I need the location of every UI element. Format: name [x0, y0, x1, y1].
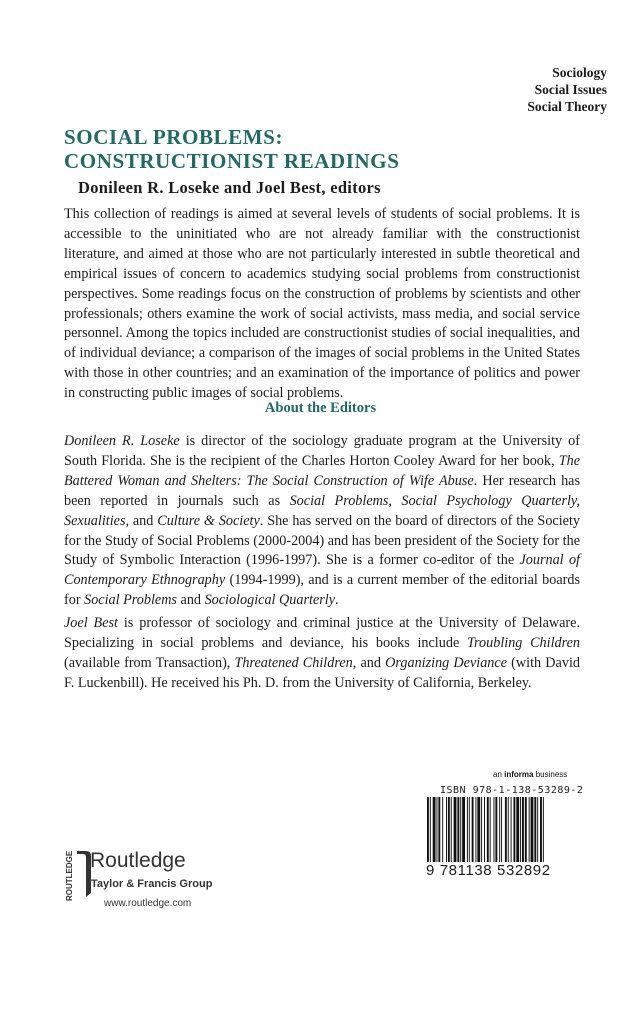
bio-name: Donileen R. Loseke — [64, 433, 180, 449]
journal-ref: Sociological Quarterly — [204, 592, 335, 609]
title-line-1: SOCIAL PROBLEMS: — [64, 125, 284, 149]
subject-categories — [527, 64, 607, 115]
barcode-bar — [511, 797, 512, 867]
publisher-url: www.routledge.com — [104, 898, 192, 909]
barcode-bar — [454, 797, 457, 867]
barcode-bar — [467, 797, 468, 867]
barcode-bar — [484, 797, 485, 867]
barcode-bar — [446, 797, 447, 867]
best-bio — [64, 614, 580, 694]
barcode-bar — [499, 797, 500, 867]
informa-brand: informa — [504, 770, 534, 779]
barcode-bar — [531, 797, 534, 867]
barcode-bar — [481, 797, 482, 867]
barcode-bar — [469, 797, 470, 867]
barcode-bar — [460, 797, 461, 867]
barcode-bar — [534, 797, 536, 867]
barcode-bar — [508, 797, 509, 867]
book-title-ref: The Battered Woman and Shelters: The Social Construction of Wife Abuse — [64, 452, 580, 489]
barcode-bar — [505, 797, 507, 867]
barcode-bar — [438, 797, 440, 867]
title-line-2: CONSTRUCTIONIST READINGS — [64, 149, 400, 173]
barcode-bar — [495, 797, 497, 867]
informa-suffix: business — [533, 770, 568, 779]
logo-book-shape — [77, 851, 91, 897]
barcode-bar — [520, 797, 521, 867]
barcode-bar — [494, 797, 495, 867]
bio-text: , and — [352, 654, 386, 671]
barcode-digits: 9 781138 532892 — [426, 862, 579, 879]
barcode-bar — [516, 797, 519, 867]
about-editors-heading: About the Editors — [264, 400, 377, 416]
journal-ref: Social Problems, Social Psychology Quarterly, Sexualities, — [64, 492, 580, 529]
informa-prefix: an — [493, 770, 505, 779]
barcode-bar — [448, 797, 450, 867]
bio-text: . Her research has been reported in journals such as — [64, 472, 580, 509]
journal-ref: Journal of Contemporary Ethnography — [64, 552, 580, 589]
barcode-bar — [537, 797, 538, 867]
barcode-bar — [490, 797, 491, 867]
journal-ref: Social Problems — [84, 592, 177, 609]
loseke-bio — [64, 432, 580, 611]
barcode-bar — [462, 797, 465, 867]
bio-text: . She has served on the board of directors of the Society for the Study of Social Problems (2000-2004) and has been president of the Society for the Study of Symbolic Interaction (1996-1997). She is a former co-editor of the — [64, 512, 580, 569]
bio-text: is professor of sociology and criminal justice at the University of Delaware. Specializing in social problems and deviance, his books include — [64, 615, 581, 651]
logo-vertical-text: ROUTLEDGE — [65, 850, 74, 901]
barcode-bar — [430, 797, 431, 867]
barcode-bar — [457, 797, 459, 867]
category-social-theory: Social Theory — [527, 99, 607, 114]
barcode-bar — [442, 797, 443, 867]
barcode-bar — [477, 797, 480, 867]
journal-ref: Culture & Society — [157, 512, 260, 529]
barcode-bar — [529, 797, 530, 867]
book-description: This collection of readings is aimed at several levels of students of social problems. It is accessible to the uninitiated who are not already familiar with the constructionist literature, and aimed at those who are not particularly interested in subtle theoretical and empirical issues of concern to academics studying social problems from constructionist perspectives. Some readings focus on the construction of problems by scientists and other professionals; others examine the work of social activists, mass media, and social service personnel. Among the topics included are constructionist studies of social inequalities, and of individual deviance; a comparison of the images of social problems in the United States with those in other countries; and an examination of the importance of politics and power in constructing public images of social problems. — [64, 206, 580, 402]
book-title-ref: Organizing Deviance — [385, 654, 507, 671]
barcode-bar — [540, 797, 542, 867]
bio-text: and — [129, 512, 158, 529]
barcode-bar — [451, 797, 452, 867]
barcode-bar — [522, 797, 524, 867]
book-title-ref: Threatened Children — [234, 654, 353, 671]
barcode-bar — [433, 797, 436, 867]
barcode-bar — [472, 797, 474, 867]
editors-line: Donileen R. Loseke and Joel Best, editors — [78, 178, 381, 197]
barcode-bar — [487, 797, 489, 867]
barcode-bar — [543, 797, 544, 867]
category-sociology: Sociology — [552, 65, 607, 80]
book-title-ref: Troubling Children — [466, 634, 581, 651]
bio-text: . — [335, 592, 339, 609]
barcode-bar — [427, 797, 429, 867]
bio-text: (1994-1999), and is a current member of the editorial boards for — [64, 572, 581, 609]
book-title — [64, 125, 400, 173]
barcode-bar — [501, 797, 502, 867]
publisher-name: Routledge — [90, 849, 186, 872]
isbn-label: ISBN 978-1-138-53289-2 — [440, 785, 584, 796]
category-social-issues: Social Issues — [534, 82, 607, 97]
barcode-bar — [475, 797, 476, 867]
barcode-bar — [513, 797, 515, 867]
bio-name: Joel Best — [64, 615, 118, 631]
barcode-bar — [525, 797, 527, 867]
bio-text: is director of the sociology graduate program at the University of South Florida. She is the recipient of the Charles Horton Cooley Award for her book, — [64, 433, 580, 469]
bio-text: (available from Transaction), — [64, 654, 235, 671]
bio-text: and — [176, 592, 205, 609]
informa-tagline — [493, 770, 567, 779]
publisher-group: Taylor & Francis Group — [91, 878, 213, 890]
bio-text: (with David F. Luckenbill). He received his Ph. D. from the University of California, Berkeley. — [64, 654, 580, 691]
barcode-bar — [437, 797, 438, 867]
